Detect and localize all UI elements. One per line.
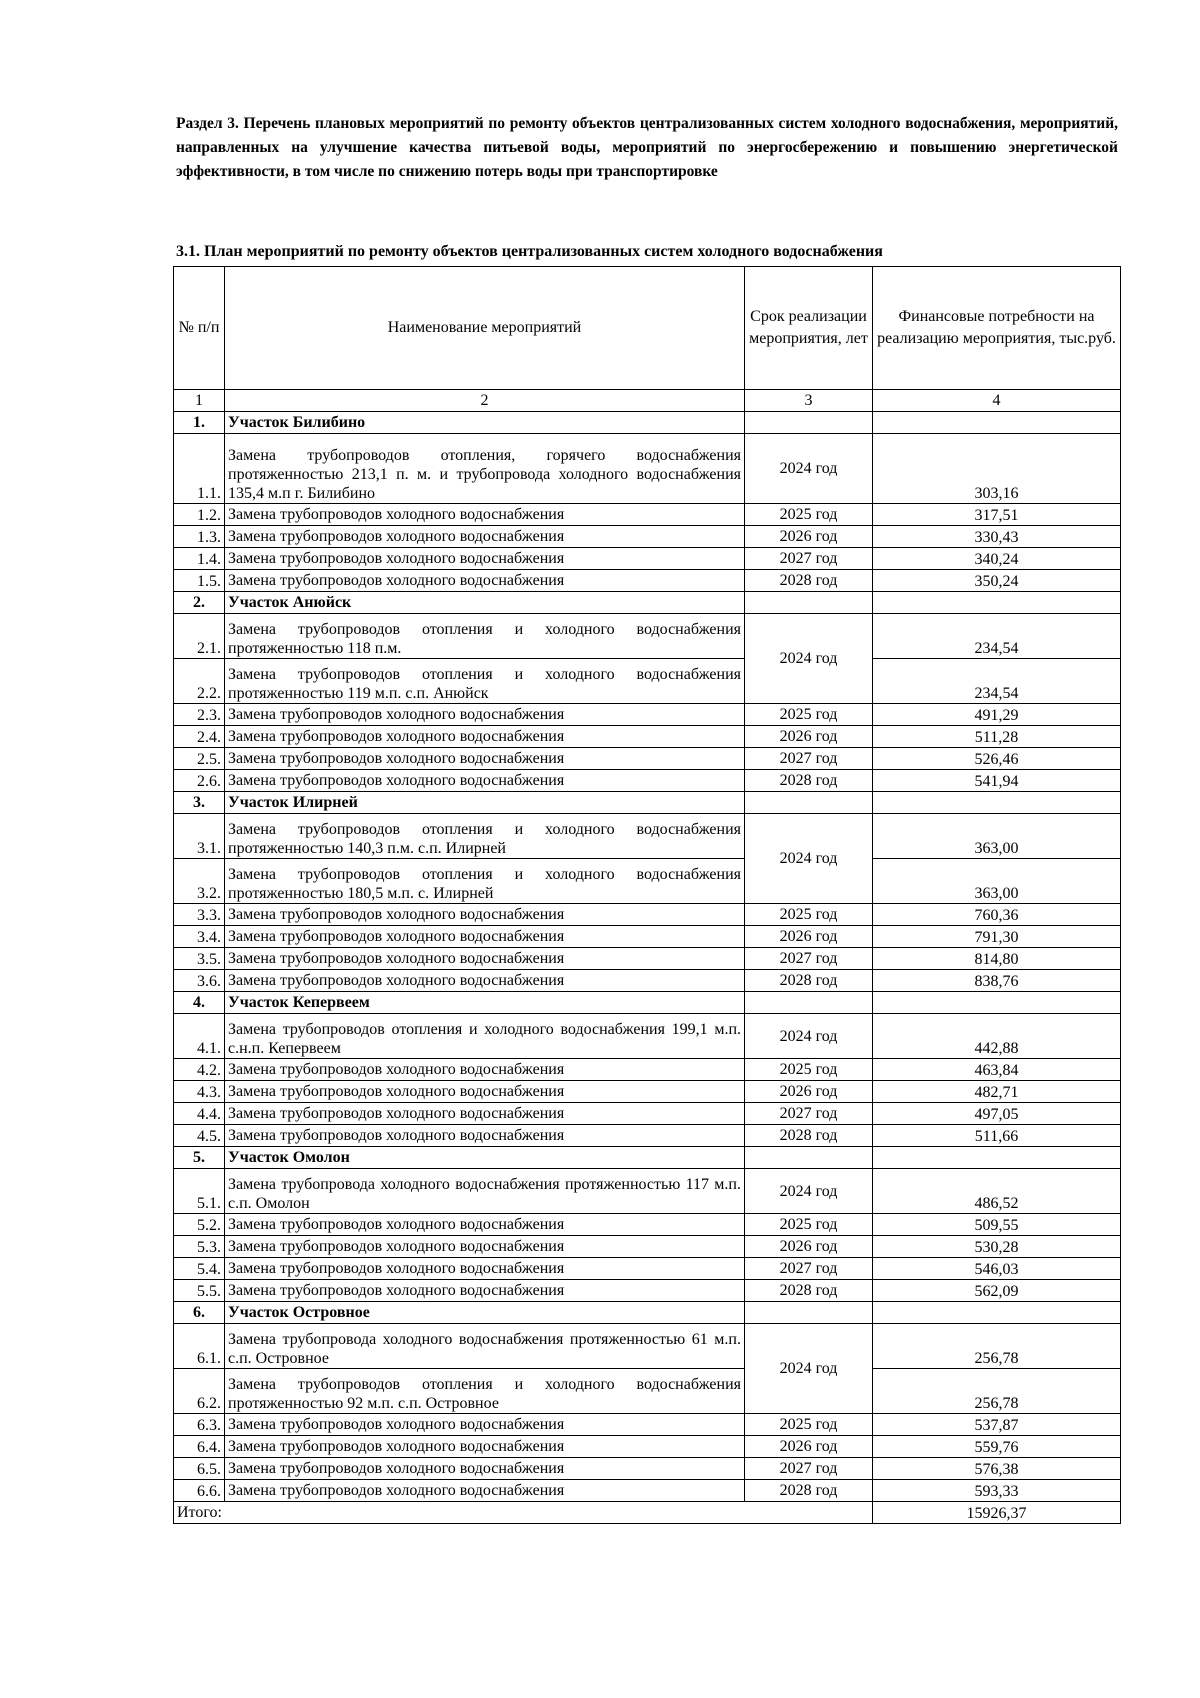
row-number: 5.5. (174, 1280, 225, 1302)
row-sum: 486,52 (873, 1169, 1121, 1214)
row-description: Замена трубопровода холодного водоснабжения протяженностью 61 м.п. с.п. Островное (225, 1324, 745, 1369)
row-number: 5.2. (174, 1214, 225, 1236)
row-description: Замена трубопроводов холодного водоснабжения (225, 1258, 745, 1280)
row-number: 2.5. (174, 748, 225, 770)
row-term: 2026 год (745, 1436, 873, 1458)
row-description: Замена трубопроводов холодного водоснабжения (225, 726, 745, 748)
row-description: Замена трубопроводов отопления и холодного водоснабжения 199,1 м.п. с.н.п. Кепервеем (225, 1014, 745, 1059)
row-number: 2.6. (174, 770, 225, 792)
section-number: 4. (174, 992, 225, 1014)
table-row (174, 526, 1121, 548)
section-row (174, 592, 1121, 614)
row-term: 2028 год (745, 1480, 873, 1502)
row-sum: 511,28 (873, 726, 1121, 748)
row-sum: 537,87 (873, 1414, 1121, 1436)
table-row (174, 1103, 1121, 1125)
row-description: Замена трубопроводов холодного водоснабжения (225, 748, 745, 770)
section-row (174, 1147, 1121, 1169)
row-sum: 559,76 (873, 1436, 1121, 1458)
row-number: 3.1. (174, 814, 225, 859)
section-title: Участок Анюйск (225, 592, 745, 614)
row-description: Замена трубопроводов холодного водоснабжения (225, 704, 745, 726)
row-number: 6.4. (174, 1436, 225, 1458)
row-term: 2026 год (745, 526, 873, 548)
row-number: 4.2. (174, 1059, 225, 1081)
row-sum: 330,43 (873, 526, 1121, 548)
row-term: 2025 год (745, 1414, 873, 1436)
header-name: Наименование мероприятий (225, 267, 745, 390)
row-number: 5.3. (174, 1236, 225, 1258)
row-term: 2028 год (745, 770, 873, 792)
row-number: 4.4. (174, 1103, 225, 1125)
section-title: Участок Илирней (225, 792, 745, 814)
row-sum: 497,05 (873, 1103, 1121, 1125)
row-number: 6.6. (174, 1480, 225, 1502)
header-row (174, 267, 1121, 390)
table-row (174, 859, 1121, 904)
row-term: 2024 год (745, 1324, 873, 1414)
row-term: 2028 год (745, 1280, 873, 1302)
row-description: Замена трубопроводов холодного водоснабжения (225, 548, 745, 570)
row-number: 3.4. (174, 926, 225, 948)
row-description: Замена трубопроводов отопления и холодного водоснабжения протяженностью 119 м.п. с.п. Анюйск (225, 659, 745, 704)
row-number: 2.4. (174, 726, 225, 748)
table-row (174, 504, 1121, 526)
section-number: 5. (174, 1147, 225, 1169)
row-description: Замена трубопроводов холодного водоснабжения (225, 1280, 745, 1302)
table-row (174, 1480, 1121, 1502)
row-description: Замена трубопроводов холодного водоснабжения (225, 1480, 745, 1502)
measures-table (173, 266, 1121, 1524)
column-number: 4 (873, 390, 1121, 412)
row-number: 2.3. (174, 704, 225, 726)
row-description: Замена трубопроводов холодного водоснабжения (225, 1236, 745, 1258)
column-number: 1 (174, 390, 225, 412)
header-number: № п/п (174, 267, 225, 390)
row-number: 3.5. (174, 948, 225, 970)
row-sum: 482,71 (873, 1081, 1121, 1103)
section-heading: Раздел 3. Перечень плановых мероприятий по ремонту объектов централизованных систем холодного водоснабжения, мероприятий, направленных на улучшение качества питьевой воды, мероприятий по энергосбережению и повышению энергетической эффективности, в том числе по снижению потерь воды при транспортировке (176, 115, 1118, 180)
row-term: 2025 год (745, 504, 873, 526)
row-description: Замена трубопроводов отопления и холодного водоснабжения протяженностью 180,5 м.п. с. Илирней (225, 859, 745, 904)
row-sum: 530,28 (873, 1236, 1121, 1258)
section-row (174, 412, 1121, 434)
row-sum: 562,09 (873, 1280, 1121, 1302)
row-sum: 491,29 (873, 704, 1121, 726)
row-term: 2026 год (745, 1236, 873, 1258)
table-row (174, 904, 1121, 926)
row-description: Замена трубопроводов отопления и холодного водоснабжения протяженностью 92 м.п. с.п. Островное (225, 1369, 745, 1414)
row-term: 2027 год (745, 548, 873, 570)
row-term: 2025 год (745, 704, 873, 726)
row-description: Замена трубопроводов холодного водоснабжения (225, 1414, 745, 1436)
row-term: 2028 год (745, 970, 873, 992)
section-number: 6. (174, 1302, 225, 1324)
table-title: 3.1. План мероприятий по ремонту объектов централизованных систем холодного водоснабжения (176, 243, 883, 260)
row-description: Замена трубопроводов холодного водоснабжения (225, 504, 745, 526)
table-row (174, 1436, 1121, 1458)
row-sum: 363,00 (873, 859, 1121, 904)
section-row (174, 1302, 1121, 1324)
row-sum: 526,46 (873, 748, 1121, 770)
section-row (174, 792, 1121, 814)
table-row (174, 948, 1121, 970)
row-number: 4.3. (174, 1081, 225, 1103)
section-number: 3. (174, 792, 225, 814)
row-description: Замена трубопроводов холодного водоснабжения (225, 1458, 745, 1480)
row-description: Замена трубопроводов холодного водоснабжения (225, 1103, 745, 1125)
row-sum: 234,54 (873, 659, 1121, 704)
table-row (174, 1458, 1121, 1480)
row-sum: 791,30 (873, 926, 1121, 948)
section-title: Участок Кепервеем (225, 992, 745, 1014)
table-row (174, 1236, 1121, 1258)
table-row (174, 970, 1121, 992)
row-term: 2028 год (745, 570, 873, 592)
table-row (174, 548, 1121, 570)
row-term: 2024 год (745, 434, 873, 504)
table-row (174, 434, 1121, 504)
total-row (174, 1502, 1121, 1524)
header-term: Срок реализации мероприятия, лет (745, 267, 873, 390)
row-term: 2026 год (745, 926, 873, 948)
row-term: 2024 год (745, 1014, 873, 1059)
section-title: Участок Островное (225, 1302, 745, 1324)
column-number: 3 (745, 390, 873, 412)
row-term: 2027 год (745, 1103, 873, 1125)
row-sum: 541,94 (873, 770, 1121, 792)
total-sum: 15926,37 (873, 1502, 1121, 1524)
table-row (174, 1369, 1121, 1414)
row-sum: 317,51 (873, 504, 1121, 526)
table-row (174, 814, 1121, 859)
row-description: Замена трубопроводов холодного водоснабжения (225, 904, 745, 926)
table-row (174, 1169, 1121, 1214)
row-sum: 463,84 (873, 1059, 1121, 1081)
row-number: 6.1. (174, 1324, 225, 1369)
table-row (174, 926, 1121, 948)
row-term: 2027 год (745, 948, 873, 970)
section-number: 1. (174, 412, 225, 434)
row-sum: 838,76 (873, 970, 1121, 992)
table-row (174, 1081, 1121, 1103)
row-sum: 234,54 (873, 614, 1121, 659)
total-label: Итого: (174, 1502, 873, 1524)
row-term: 2027 год (745, 1458, 873, 1480)
table-row (174, 1414, 1121, 1436)
row-number: 3.6. (174, 970, 225, 992)
row-number: 6.2. (174, 1369, 225, 1414)
row-description: Замена трубопроводов холодного водоснабжения (225, 970, 745, 992)
row-description: Замена трубопроводов холодного водоснабжения (225, 570, 745, 592)
row-number: 3.2. (174, 859, 225, 904)
table-row (174, 770, 1121, 792)
row-description: Замена трубопроводов холодного водоснабжения (225, 948, 745, 970)
row-number: 5.1. (174, 1169, 225, 1214)
row-number: 6.3. (174, 1414, 225, 1436)
row-number: 1.3. (174, 526, 225, 548)
table-row (174, 1324, 1121, 1369)
section-title: Участок Билибино (225, 412, 745, 434)
row-number: 4.5. (174, 1125, 225, 1147)
row-term: 2026 год (745, 726, 873, 748)
row-term: 2025 год (745, 904, 873, 926)
row-term: 2027 год (745, 1258, 873, 1280)
row-term: 2025 год (745, 1059, 873, 1081)
row-number: 6.5. (174, 1458, 225, 1480)
row-sum: 340,24 (873, 548, 1121, 570)
row-sum: 814,80 (873, 948, 1121, 970)
row-description: Замена трубопроводов холодного водоснабжения (225, 526, 745, 548)
row-sum: 576,38 (873, 1458, 1121, 1480)
row-sum: 442,88 (873, 1014, 1121, 1059)
row-term: 2026 год (745, 1081, 873, 1103)
row-description: Замена трубопроводов холодного водоснабжения (225, 1081, 745, 1103)
row-description: Замена трубопроводов отопления, горячего водоснабжения протяженностью 213,1 п. м. и трубопровода холодного водоснабжения 135,4 м.п г. Билибино (225, 434, 745, 504)
row-description: Замена трубопроводов холодного водоснабжения (225, 770, 745, 792)
section-row (174, 992, 1121, 1014)
row-number: 1.5. (174, 570, 225, 592)
row-number: 2.1. (174, 614, 225, 659)
row-term: 2027 год (745, 748, 873, 770)
header-finance: Финансовые потребности на реализацию мероприятия, тыс.руб. (873, 267, 1121, 390)
table-row (174, 726, 1121, 748)
row-sum: 363,00 (873, 814, 1121, 859)
row-sum: 256,78 (873, 1324, 1121, 1369)
row-number: 3.3. (174, 904, 225, 926)
row-number: 4.1. (174, 1014, 225, 1059)
section-number: 2. (174, 592, 225, 614)
table-row (174, 1125, 1121, 1147)
row-number: 1.2. (174, 504, 225, 526)
table-row (174, 1258, 1121, 1280)
row-sum: 546,03 (873, 1258, 1121, 1280)
row-sum: 509,55 (873, 1214, 1121, 1236)
row-number: 5.4. (174, 1258, 225, 1280)
row-description: Замена трубопроводов холодного водоснабжения (225, 1436, 745, 1458)
section-title: Участок Омолон (225, 1147, 745, 1169)
row-description: Замена трубопроводов холодного водоснабжения (225, 926, 745, 948)
table-row (174, 659, 1121, 704)
table-row (174, 1280, 1121, 1302)
row-sum: 511,66 (873, 1125, 1121, 1147)
row-sum: 256,78 (873, 1369, 1121, 1414)
row-sum: 303,16 (873, 434, 1121, 504)
row-description: Замена трубопроводов холодного водоснабжения (225, 1059, 745, 1081)
row-description: Замена трубопровода холодного водоснабжения протяженностью 117 м.п. с.п. Омолон (225, 1169, 745, 1214)
table-row (174, 704, 1121, 726)
row-term: 2028 год (745, 1125, 873, 1147)
row-term: 2024 год (745, 814, 873, 904)
table-row (174, 1059, 1121, 1081)
row-description: Замена трубопроводов отопления и холодного водоснабжения протяженностью 140,3 п.м. с.п. Илирней (225, 814, 745, 859)
table-row (174, 614, 1121, 659)
table-row (174, 570, 1121, 592)
column-number: 2 (225, 390, 745, 412)
row-sum: 760,36 (873, 904, 1121, 926)
row-number: 2.2. (174, 659, 225, 704)
table-row (174, 748, 1121, 770)
row-sum: 350,24 (873, 570, 1121, 592)
row-term: 2024 год (745, 614, 873, 704)
row-description: Замена трубопроводов холодного водоснабжения (225, 1214, 745, 1236)
row-number: 1.1. (174, 434, 225, 504)
row-description: Замена трубопроводов холодного водоснабжения (225, 1125, 745, 1147)
column-number-row (174, 390, 1121, 412)
row-sum: 593,33 (873, 1480, 1121, 1502)
row-term: 2024 год (745, 1169, 873, 1214)
row-description: Замена трубопроводов отопления и холодного водоснабжения протяженностью 118 п.м. (225, 614, 745, 659)
table-row (174, 1214, 1121, 1236)
table-row (174, 1014, 1121, 1059)
row-term: 2025 год (745, 1214, 873, 1236)
row-number: 1.4. (174, 548, 225, 570)
